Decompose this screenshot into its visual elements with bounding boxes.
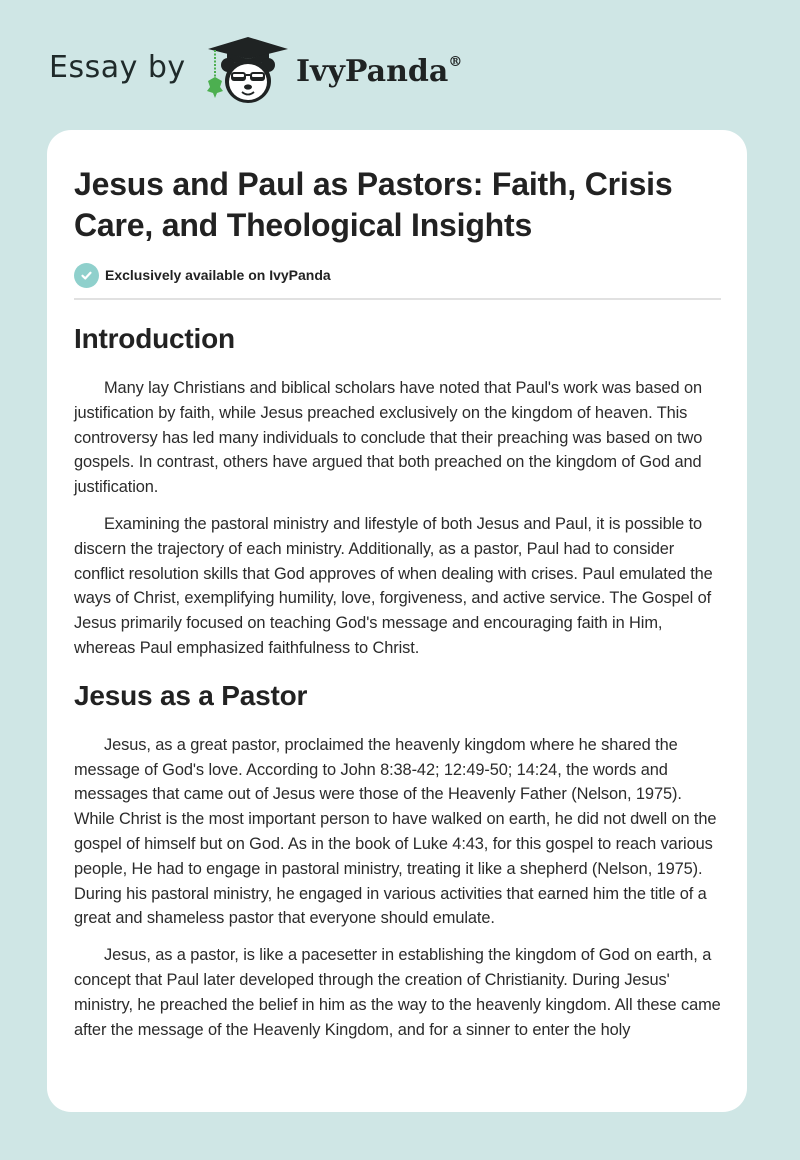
paragraph: Many lay Christians and biblical scholars have noted that Paul's work was based on justification by faith, while Jesus preached exclusively on the kingdom of heaven. This controversy has led many individuals to conclude that their preaching was based on two gospels. In contrast, others have argued that both preached on the kingdom of God and justification. (74, 379, 703, 497)
section-heading-jesus-as-pastor: Jesus as a Pastor (74, 679, 308, 711)
check-circle-icon (74, 263, 99, 288)
exclusive-badge (74, 262, 721, 288)
title-divider (74, 298, 721, 300)
paragraph: Jesus, as a great pastor, proclaimed the heavenly kingdom where he shared the message of God's love. According to John 8:38-42; 12:49-50; 14:24, the words and messages that came out of Jesus were those of the Heavenly Father (Nelson, 1975). While Christ is the most important person to have walked on earth, he did not dwell on the gospel of himself but on God. As in the book of Luke 4:43, for this gospel to reach various people, He had to engage in pastoral ministry, treating it like a shepherd (Nelson, 1975). During his pastoral ministry, he engaged in various activities that earned him the title of a great and shameless pastor that everyone should emulate. (74, 735, 717, 928)
panda-graduation-cap-icon[interactable] (203, 35, 293, 107)
essay-title: Jesus and Paul as Pastors: Faith, Crisis Care, and Theological Insights (74, 166, 673, 243)
paragraph: Jesus, as a pastor, is like a pacesetter in establishing the kingdom of God on earth, a concept that Paul later developed through the creation of Christianity. During Jesus' ministry, he preached the belief in him as the way to the heavenly kingdom. All these came after the message of the Heavenly Kingdom, and for a sinner to enter the holy (74, 946, 721, 1039)
exclusive-label: Exclusively available on IvyPanda (105, 267, 331, 283)
paragraph: Examining the pastoral ministry and lifestyle of both Jesus and Paul, it is possible to discern the trajectory of each ministry. Additionally, as a pastor, Paul had to consider conflict resolution skills that God approves of when dealing with crises. Paul emulated the ways of Christ, exemplifying humility, love, forgiveness, and active service. The Gospel of Jesus primarily focused on teaching God's message and encouraging faith in Him, whereas Paul emphasized faithfulness to Christ. (74, 514, 713, 657)
brand-label: IvyPanda (296, 54, 449, 89)
registered-mark: ® (448, 54, 463, 70)
essay-card (47, 130, 747, 1112)
essay-by-label: Essay by (49, 50, 186, 85)
section-heading-introduction: Introduction (74, 323, 235, 354)
site-header (0, 0, 800, 130)
brand-name[interactable] (296, 54, 462, 89)
